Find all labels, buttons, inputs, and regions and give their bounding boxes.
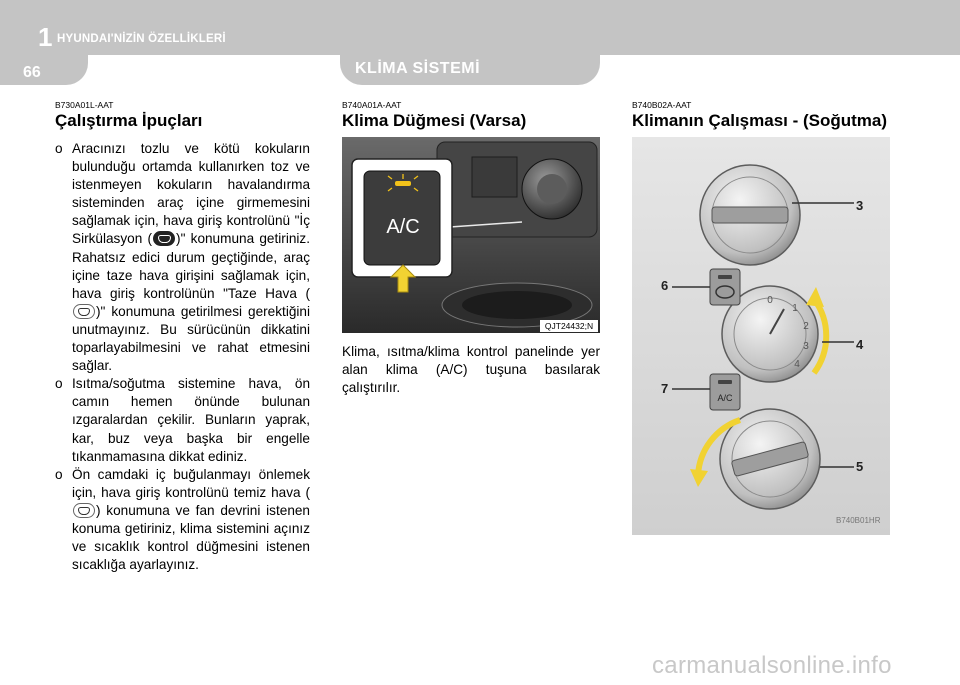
ac-button-label: A/C [386,216,420,238]
page-number: 66 [23,64,41,81]
fan-mark: 4 [794,359,800,370]
col2-heading: Klima Düğmesi (Varsa) [342,111,527,130]
col1-heading: Çalıştırma İpuçları [55,111,203,130]
bullet-item [55,466,310,575]
callout-number: 6 [661,278,669,293]
console-button [472,157,517,197]
fresh-air-icon [73,304,95,319]
fan-mark: 1 [792,303,798,314]
watermark: carmanualsonline.info [652,652,892,679]
chapter-title: HYUNDAI'NİZİN ÖZELLİKLERİ [57,33,226,45]
bullet-text: Aracınızı tozlu ve kötü kokuların bulunduğu ortamda kullanırken toz ve istenmeyen kokuların havalandırma sisteminden araç içine girmemesini sağlamak için, hava giriş kontrolünü "İç Sirkülasyon ( [72,141,310,247]
fan-mark: 2 [803,321,809,332]
section-title: KLİMA SİSTEMİ [355,60,481,77]
recirculation-button [710,269,740,305]
bullet-item [55,140,310,375]
page-number-tab [0,55,88,85]
mode-dial-grip [712,207,788,223]
recirculation-icon [153,231,175,246]
ac-indicator-light [395,181,411,186]
bullet-text: ) konumuna ve fan devrini istenen konuma getiriniz, klima sistemini açınız ve sıcaklık kontrol düğmesini istenen sıcaklığa ayarlayınız. [72,502,310,573]
bullet-item [55,375,310,465]
control-knob-center [537,174,567,204]
recirculation-indicator [718,275,732,279]
bullet-mark: o [55,466,63,482]
image-code: QJT24432;N [544,321,594,331]
fan-mark: 3 [803,341,809,352]
callout-number: 4 [856,337,864,352]
image-code: B740B01HR [836,516,881,525]
callout-number: 3 [856,198,864,213]
callout-number: 7 [661,381,669,396]
fresh-air-icon [73,503,95,518]
callout-number: 5 [856,459,864,474]
header-band [0,0,960,55]
col1-code: B730A01L-AAT [55,100,114,110]
bullet-text: )" konumuna getirilmesi gerektiğini unutmayınız. Bu sürücünün dikkatini toparlayabilmesini ve rahat etmesini sağlar. [72,303,310,374]
bullet-mark: o [55,376,63,392]
ac-button-photo [342,137,600,333]
climate-control-panel-image [632,137,890,535]
col2-body: Klima, ısıtma/klima kontrol panelinde yer alan klima (A/C) tuşuna basılarak çalıştırılır. [342,344,600,396]
small-ac-label: A/C [717,393,733,403]
col1-body [55,140,310,574]
col3-code: B740B02A-AAT [632,100,692,110]
chapter-number: 1 [38,22,53,52]
col2-code: B740A01A-AAT [342,100,402,110]
air-vent-inner [462,291,572,319]
bullet-text: )" konumuna getiriniz. Rahatsız edici durum geçtiğinde, araç içine taze hava girişini sağlamak için, hava giriş kontrolünün "Taze Hava ( [72,231,310,301]
col3-heading: Klimanın Çalışması - (Soğutma) [632,111,888,130]
bullet-text: Isıtma/soğutma sistemine hava, ön camın hemen önünde bulunan ızgaralardan çekilir. Bunların yaprak, kar, buz veya başka bir engelle tıkanmamasına dikkat ediniz. [72,376,310,464]
ac-indicator [718,380,732,384]
fan-mark: 0 [767,295,773,306]
ac-button [710,374,740,410]
bullet-mark: o [55,141,63,156]
bullet-text: Ön camdaki iç buğulanmayı önlemek için, hava giriş kontrolünü temiz hava ( [72,466,310,500]
